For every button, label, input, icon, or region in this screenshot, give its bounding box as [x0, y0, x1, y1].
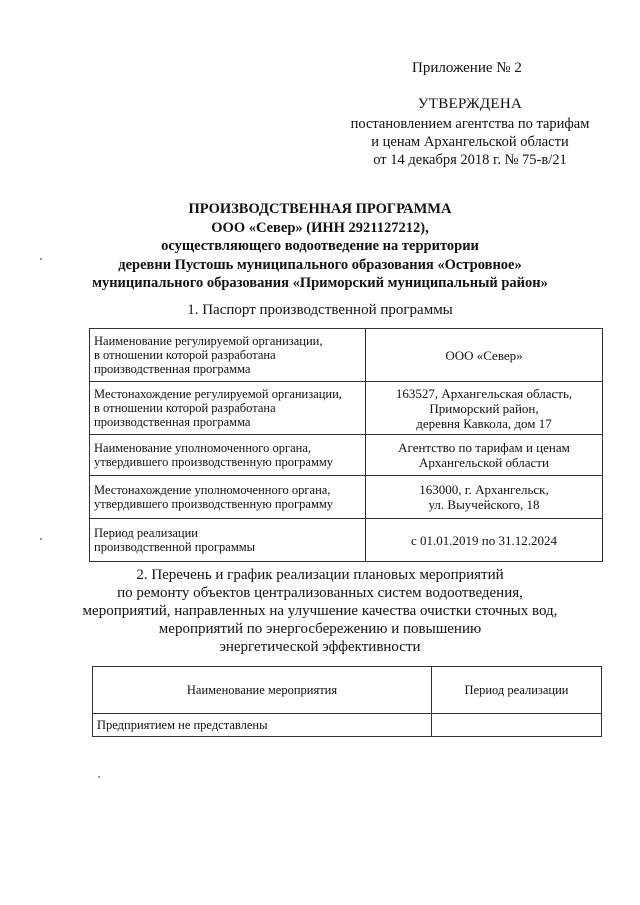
cell-line: 163000, г. Архангельск, — [419, 482, 549, 497]
table-row — [90, 382, 603, 435]
passport-label-cell — [90, 329, 366, 382]
column-header-event-name: Наименование мероприятия — [93, 667, 432, 714]
cell-line: Наименование регулируемой организации, — [94, 334, 323, 348]
program-title: ПРОИЗВОДСТВЕННАЯ ПРОГРАММА — [188, 201, 452, 217]
cell-line: ул. Выучейского, 18 — [428, 497, 540, 512]
cell-line: Архангельской области — [419, 455, 549, 470]
cell-line: Наименование уполномоченного органа, — [94, 441, 311, 455]
table-row — [90, 329, 603, 382]
scan-speck — [98, 776, 100, 778]
event-period-cell — [432, 714, 602, 737]
section2-title — [30, 566, 610, 656]
cell-line: утвердившего производственную программу — [94, 455, 334, 469]
table-row — [93, 714, 602, 737]
cell-line: утвердившего производственную программу — [94, 497, 334, 511]
cell-line: 163527, Архангельская область, — [395, 385, 573, 401]
title-line: энергетической эффективности — [219, 639, 421, 655]
program-company: ООО «Север» (ИНН 2921127212), — [211, 219, 429, 236]
column-header-period: Период реализации — [432, 667, 602, 714]
program-activity: осуществляющего водоотведение на территории — [161, 238, 479, 255]
section1-title: 1. Паспорт производственной программы — [187, 302, 453, 318]
program-territory: деревни Пустошь муниципального образования «Островное» — [118, 256, 522, 273]
passport-label-cell — [90, 435, 366, 476]
passport-label-cell — [90, 519, 366, 562]
passport-value-cell — [366, 435, 603, 476]
cell-line: производственной программы — [94, 540, 256, 554]
passport-value-cell — [366, 519, 603, 562]
cell-line: деревня Кавкола, дом 17 — [416, 415, 552, 431]
cell-line: ООО «Север» — [445, 347, 523, 363]
cell-line: в отношении которой разработана — [94, 401, 276, 415]
program-municipality: муниципального образования «Приморский муниципальный район» — [92, 275, 548, 292]
table-row — [90, 476, 603, 519]
title-line: 2. Перечень и график реализации плановых мероприятий — [136, 567, 504, 583]
cell-line: Местонахождение уполномоченного органа, — [94, 483, 331, 497]
cell-line: производственная программа — [94, 362, 251, 376]
table-row — [90, 519, 603, 562]
events-table — [92, 666, 602, 737]
cell-line: в отношении которой разработана — [94, 348, 276, 362]
passport-label-cell — [90, 382, 366, 435]
title-line: мероприятий по энергосбережению и повышению — [158, 621, 482, 637]
approval-line: и ценам Архангельской области — [371, 134, 569, 150]
table-header-row — [93, 667, 602, 714]
event-name-cell: Предприятием не представлены — [93, 714, 432, 737]
title-line: мероприятий, направленных на улучшение качества очистки сточных вод, — [82, 603, 558, 619]
passport-value-cell — [366, 329, 603, 382]
passport-value-cell — [366, 382, 603, 435]
passport-label-cell — [90, 476, 366, 519]
table-row — [90, 435, 603, 476]
approval-line: от 14 декабря 2018 г. № 75-в/21 — [373, 152, 567, 168]
appendix-number: Приложение № 2 — [412, 60, 522, 76]
cell-line: Агентство по тарифам и ценам — [398, 440, 570, 455]
scan-speck — [40, 258, 42, 260]
cell-line: с 01.01.2019 по 31.12.2024 — [411, 532, 557, 548]
approval-details — [340, 115, 600, 169]
program-header — [30, 200, 610, 293]
cell-line: Период реализации — [94, 526, 198, 540]
cell-line: Приморский район, — [429, 400, 539, 416]
title-line: по ремонту объектов централизованных систем водоотведения, — [117, 585, 523, 601]
cell-line: Местонахождение регулируемой организации, — [94, 387, 342, 401]
approval-line: постановлением агентства по тарифам — [350, 116, 590, 132]
passport-value-cell — [366, 476, 603, 519]
cell-line: производственная программа — [94, 415, 251, 429]
approved-stamp-title: УТВЕРЖДЕНА — [417, 96, 523, 112]
scan-speck — [40, 538, 42, 540]
passport-table — [89, 328, 603, 562]
